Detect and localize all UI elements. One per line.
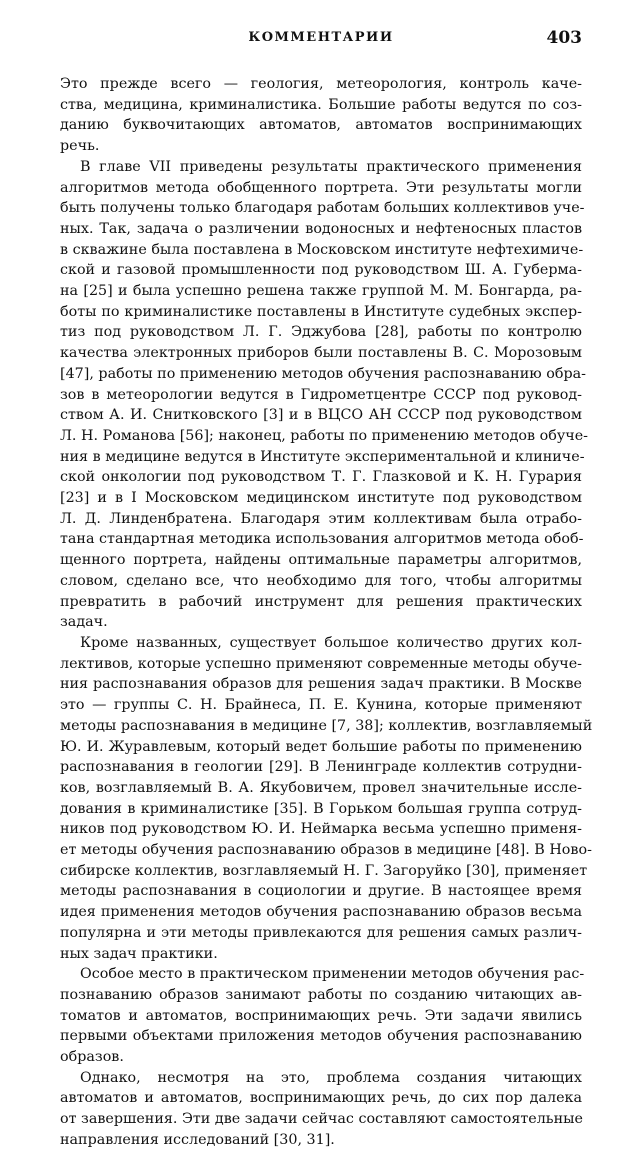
- text-line: от завершения. Эти две задачи сейчас составляют самостоятельные: [60, 1111, 583, 1128]
- text-line: тиз под руководством Л. Г. Эджубова [28], работы по контролю: [60, 324, 582, 341]
- text-line: познаванию образов занимают работы по созданию читающих ав-: [60, 986, 582, 1003]
- text-line: сибирске коллектив, возглавляемый Н. Г. Загоруйко [30], применяет: [60, 862, 588, 879]
- text-line: зов в метеорологии ведутся в Гидрометцентре СССР под руковод-: [60, 386, 582, 403]
- text-line: первыми объектами приложения методов обучения распознаванию: [60, 1028, 582, 1045]
- paragraph: [60, 964, 585, 1068]
- paragraph: [60, 157, 588, 633]
- text-line: речь.: [60, 138, 100, 155]
- text-line: В главе VII приведены результаты практического применения: [80, 158, 582, 175]
- text-line: популярна и эти методы привлекаются для решения самых различ-: [60, 924, 582, 941]
- running-title: КОММЕНТАРИИ: [248, 30, 394, 45]
- text-line: образов.: [60, 1049, 124, 1066]
- paragraph: [60, 633, 593, 964]
- text-line: направления исследований [30, 31].: [60, 1131, 335, 1148]
- text-line: ников под руководством Ю. И. Неймарка весьма успешно применя-: [60, 821, 582, 838]
- text-line: щенного портрета, найдены оптимальные параметры алгоритмов,: [60, 552, 582, 569]
- text-line: качества электронных приборов были поставлены В. С. Морозовым: [60, 345, 582, 362]
- text-line: ской онкологии под руководством Т. Г. Глазковой и К. Н. Гурария: [60, 469, 582, 486]
- page-header: [60, 30, 582, 54]
- text-line: Особое место в практическом применении методов обучения рас-: [80, 966, 585, 983]
- text-line: ков, возглавляемый В. А. Якубовичем, провел значительные иссле-: [60, 779, 582, 796]
- text-line: ской и газовой промышленности под руководством Ш. А. Губерма-: [60, 262, 582, 279]
- text-line: ния распознавания образов для решения задач практики. В Москве: [60, 676, 582, 693]
- text-line: данию буквочитающих автоматов, автоматов воспринимающих: [60, 117, 582, 134]
- text-line: ных. Так, задача о различении водоносных и нефтеносных пластов: [60, 220, 582, 237]
- text-line: ства, медицина, криминалистика. Большие работы ведутся по соз-: [60, 96, 582, 113]
- text-line: на [25] и была успешно решена также группой М. М. Бонгарда, ра-: [60, 283, 582, 300]
- text-line: [47], работы по применению методов обучения распознаванию обра-: [60, 365, 586, 382]
- text-line: задач.: [60, 614, 108, 631]
- text-line: методы распознавания в медицине [7, 38]; коллектив, возглавляемый: [60, 717, 593, 734]
- text-line: идея применения методов обучения распознаванию образов весьма: [60, 904, 582, 921]
- text-line: томатов и автоматов, воспринимающих речь. Эти задачи явились: [60, 1007, 582, 1024]
- text-line: Ю. И. Журавлевым, который ведет большие работы по применению: [60, 738, 582, 755]
- text-line: методы распознавания в социологии и другие. В настоящее время: [60, 883, 582, 900]
- text-line: ния в медицине ведутся в Институте экспериментальной и клиниче-: [60, 448, 585, 465]
- text-line: это — группы С. Н. Брайнеса, П. Е. Кунина, которые применяют: [60, 697, 582, 714]
- text-line: дования в криминалистике [35]. В Горьком большая группа сотруд-: [60, 800, 582, 817]
- text-line: ет методы обучения распознаванию образов в медицине [48]. В Ново-: [60, 842, 592, 859]
- text-line: ных задач практики.: [60, 945, 218, 962]
- text-line: в скважине была поставлена в Московском институте нефтехимиче-: [60, 241, 584, 258]
- text-line: ством А. И. Снитковского [3] и в ВЦСО АН СССР под руководством: [60, 407, 582, 424]
- text-line: превратить в рабочий инструмент для решения практических: [60, 593, 582, 610]
- text-line: [23] и в I Московском медицинском институте под руководством: [60, 490, 582, 507]
- text-line: лективов, которые успешно применяют современные методы обуче-: [60, 655, 582, 672]
- page-number: 403: [546, 28, 582, 48]
- paragraph: [60, 74, 582, 157]
- text-line: автоматов и автоматов, воспринимающих речь, до сих пор далека: [60, 1090, 582, 1107]
- text-line: Кроме названных, существует большое количество других кол-: [80, 634, 582, 651]
- text-line: Л. Н. Романова [56]; наконец, работы по применению методов обуче-: [60, 427, 588, 444]
- text-line: быть получены только благодаря работам больших коллективов уче-: [60, 200, 585, 217]
- text-line: распознавания в геологии [29]. В Ленинграде коллектив сотрудни-: [60, 759, 582, 776]
- text-line: Л. Д. Линденбратена. Благодаря этим коллективам была отрабо-: [60, 510, 582, 527]
- text-line: алгоритмов метода обобщенного портрета. Эти результаты могли: [60, 179, 582, 196]
- text-line: боты по криминалистике поставлены в Институте судебных экспер-: [60, 303, 582, 320]
- text-line: Однако, несмотря на это, проблема создания читающих: [80, 1069, 582, 1086]
- text-line: тана стандартная методика использования алгоритмов метода обоб-: [60, 531, 584, 548]
- body-text: [60, 74, 593, 1151]
- text-line: Это прежде всего — геология, метеорология, контроль каче-: [60, 76, 582, 92]
- text-line: словом, сделано все, что необходимо для того, чтобы алгоритмы: [60, 572, 582, 589]
- paragraph: [60, 1068, 582, 1151]
